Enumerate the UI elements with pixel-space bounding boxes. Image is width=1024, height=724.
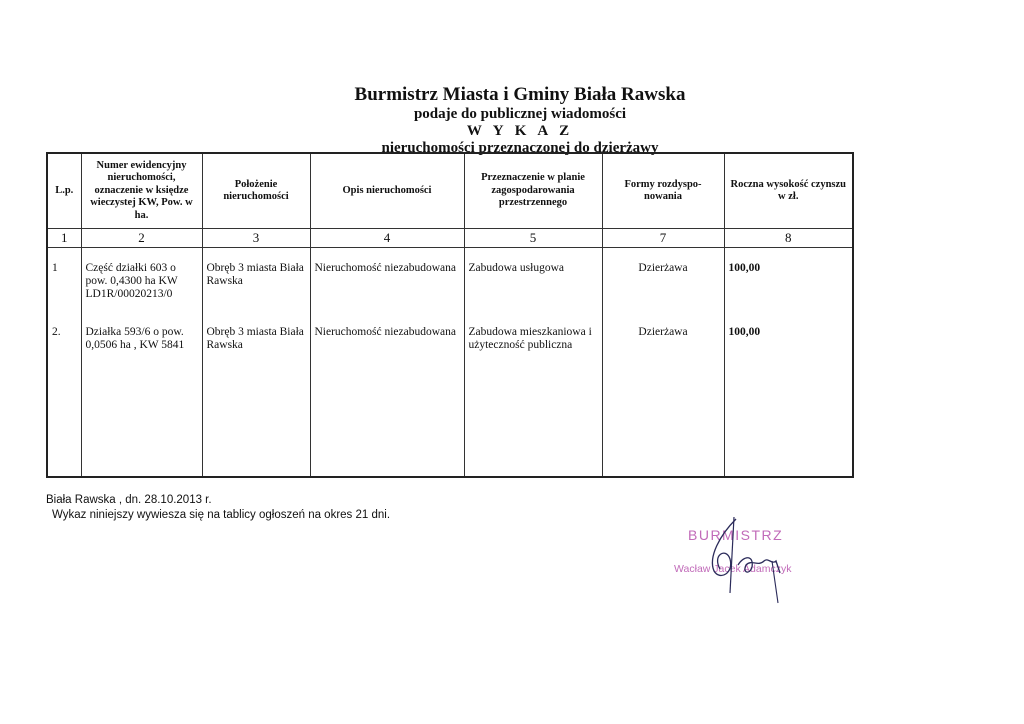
row-opis: Nieruchomość niezabudowana — [310, 322, 464, 406]
empty-row — [47, 406, 853, 477]
row-opis: Nieruchomość niezabudowana — [310, 258, 464, 322]
column-header-polozenie: Położenie nieruchomości — [202, 153, 310, 229]
column-header-numer: Numer ewidencyjny nieruchomości, oznaczenie w księdze wieczystej KW, Pow. w ha. — [81, 153, 202, 229]
document-header — [0, 84, 1024, 157]
table-row — [47, 258, 853, 322]
row-numer: Działka 593/6 o pow. 0,0506 ha , KW 5841 — [81, 322, 202, 406]
list-heading: W Y K A Z — [466, 123, 574, 139]
row-czynsz: 100,00 — [724, 258, 853, 322]
row-lp: 1 — [47, 258, 81, 322]
row-lp: 2. — [47, 322, 81, 406]
issuer-title: Burmistrz Miasta i Gminy Biała Rawska — [354, 84, 686, 105]
column-number: 7 — [602, 229, 724, 248]
list-subject: nieruchomości przeznaczonej do dzierżawy — [381, 140, 659, 156]
column-header-lp: L.p. — [47, 153, 81, 229]
stamp-title: BURMISTRZ — [688, 527, 784, 543]
row-czynsz: 100,00 — [724, 322, 853, 406]
column-number-row — [47, 229, 853, 248]
row-forma: Dzierżawa — [602, 322, 724, 406]
row-polozenie: Obręb 3 miasta Biała Rawska — [202, 322, 310, 406]
posting-notice: Wykaz niniejszy wywiesza się na tablicy ogłoszeń na okres 21 dni. — [52, 509, 391, 521]
mayor-stamp — [668, 515, 838, 595]
column-number: 8 — [724, 229, 853, 248]
announcement-subtitle: podaje do publicznej wiadomości — [413, 106, 627, 122]
signature-icon — [668, 515, 838, 605]
property-list-table — [46, 152, 854, 478]
table-header-row — [47, 153, 853, 229]
column-header-przeznaczenie: Przeznaczenie w planie zagospodarowania przestrzennego — [464, 153, 602, 229]
stamp-name: Wacław Jacek Adamczyk — [674, 563, 792, 575]
spacer-row — [47, 248, 853, 259]
document-footer — [46, 493, 390, 523]
column-number: 3 — [202, 229, 310, 248]
column-number: 4 — [310, 229, 464, 248]
table-row — [47, 322, 853, 406]
column-header-opis: Opis nieruchomości — [310, 153, 464, 229]
row-forma: Dzierżawa — [602, 258, 724, 322]
row-numer: Część działki 603 o pow. 0,4300 ha KW LD1R/00020213/0 — [81, 258, 202, 322]
column-header-czynsz: Roczna wysokość czynszu w zł. — [724, 153, 853, 229]
place-date: Biała Rawska , dn. 28.10.2013 r. — [46, 494, 212, 506]
row-polozenie: Obręb 3 miasta Biała Rawska — [202, 258, 310, 322]
column-header-forma: Formy rozdyspo-nowania — [602, 153, 724, 229]
column-number: 2 — [81, 229, 202, 248]
column-number: 1 — [47, 229, 81, 248]
row-przeznaczenie: Zabudowa mieszkaniowa i użyteczność publiczna — [464, 322, 602, 406]
row-przeznaczenie: Zabudowa usługowa — [464, 258, 602, 322]
column-number: 5 — [464, 229, 602, 248]
